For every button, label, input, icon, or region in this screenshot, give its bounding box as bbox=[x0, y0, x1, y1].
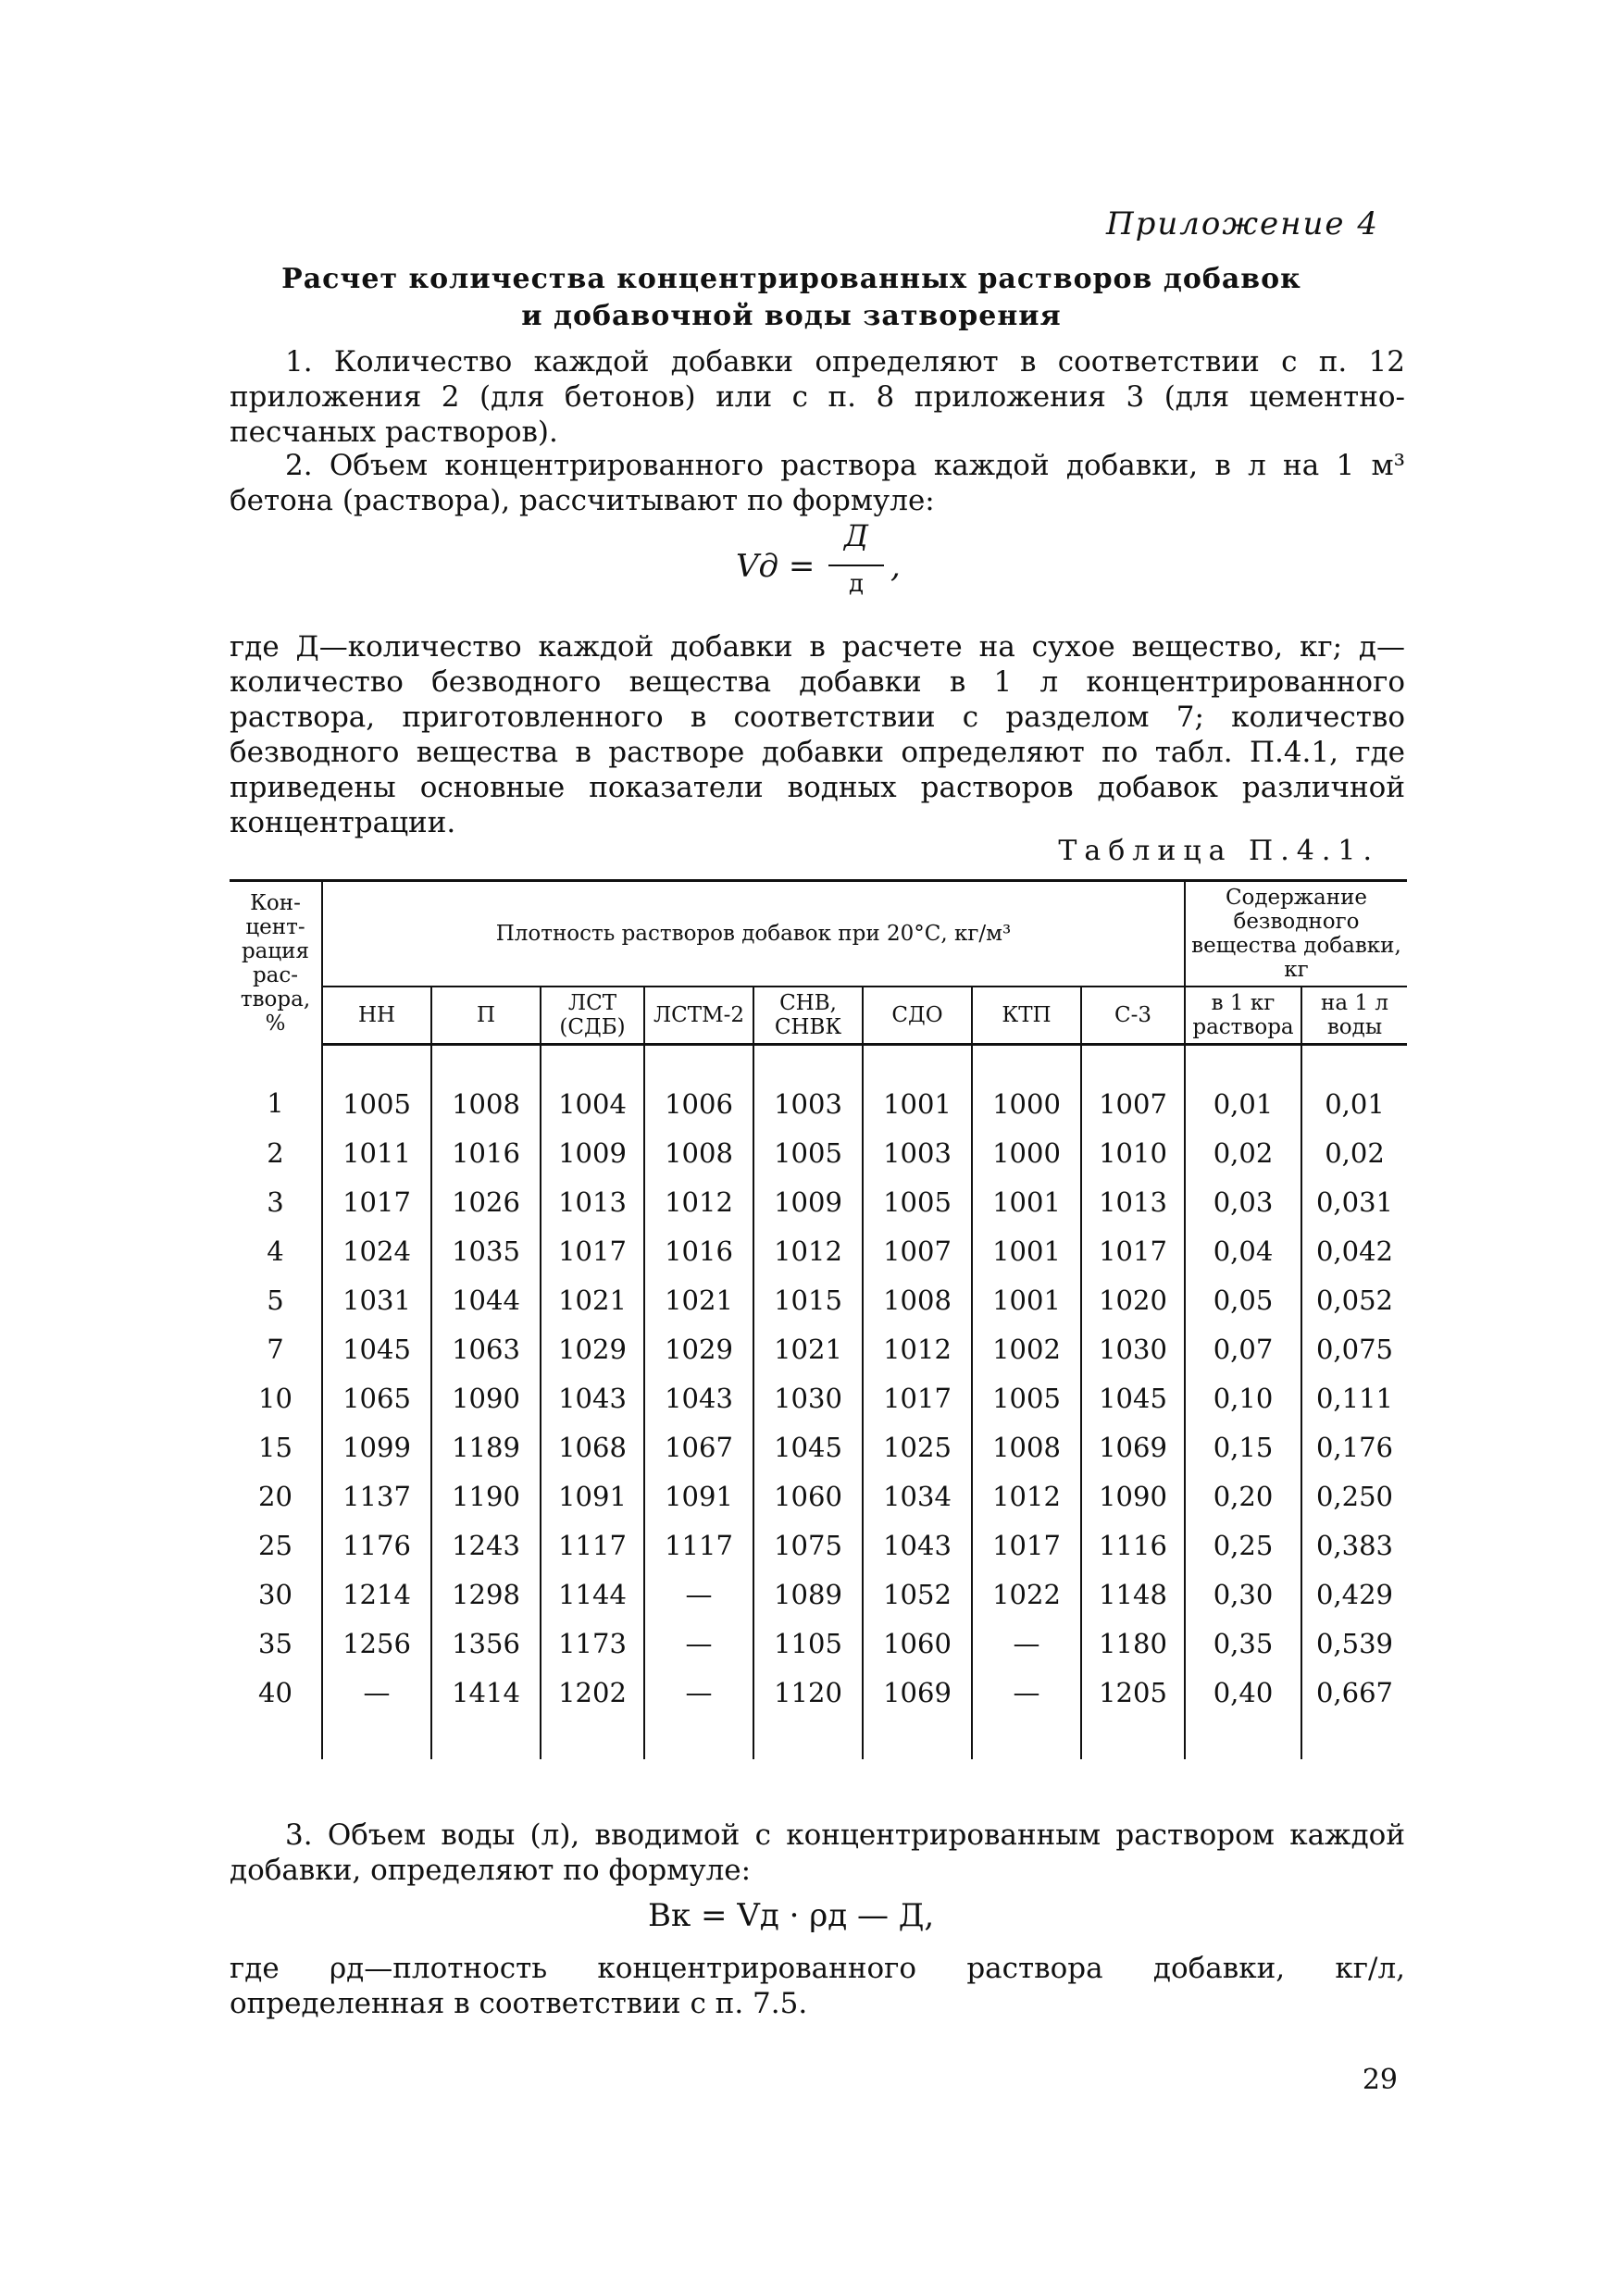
table-cell: 1008 bbox=[431, 1045, 541, 1129]
table-cell: 1005 bbox=[753, 1128, 863, 1177]
table-cell: 0,429 bbox=[1301, 1570, 1407, 1619]
table-cell: 1012 bbox=[972, 1471, 1081, 1520]
table-caption: Таблица П.4.1. bbox=[1058, 835, 1379, 867]
table-cell: 1060 bbox=[863, 1619, 972, 1668]
table-cell: 1243 bbox=[431, 1520, 541, 1570]
table-cell: 1045 bbox=[753, 1422, 863, 1471]
table-cell: 1008 bbox=[972, 1422, 1081, 1471]
table-cell: 1045 bbox=[1081, 1373, 1185, 1422]
table-cell: 0,052 bbox=[1301, 1275, 1407, 1324]
table-cell: 0,04 bbox=[1185, 1226, 1301, 1275]
table-cell: 1030 bbox=[753, 1373, 863, 1422]
page-title bbox=[259, 261, 1324, 335]
table-cell: 1029 bbox=[541, 1324, 644, 1373]
table-cell: 1030 bbox=[1081, 1324, 1185, 1373]
table-cell: 1003 bbox=[863, 1128, 972, 1177]
table-cell: — bbox=[644, 1619, 753, 1668]
table-cell: 1007 bbox=[863, 1226, 972, 1275]
table-cell: 1010 bbox=[1081, 1128, 1185, 1177]
table-cell: 1024 bbox=[322, 1226, 431, 1275]
table-cell: 1069 bbox=[1081, 1422, 1185, 1471]
table-cell: 0,075 bbox=[1301, 1324, 1407, 1373]
table-cell: 1025 bbox=[863, 1422, 972, 1471]
table-cell: 1008 bbox=[863, 1275, 972, 1324]
header-lstm2: ЛСТМ-2 bbox=[644, 987, 753, 1045]
header-per-liter: на 1 л воды bbox=[1301, 987, 1407, 1045]
table-cell: 1060 bbox=[753, 1471, 863, 1520]
table-cell: 1144 bbox=[541, 1570, 644, 1619]
concentration-cell: 35 bbox=[258, 1627, 292, 1659]
table-cell: 1069 bbox=[863, 1668, 972, 1759]
paragraph-2 bbox=[230, 448, 1405, 518]
table-header-row-1 bbox=[230, 881, 1407, 987]
table-cell: 1090 bbox=[431, 1373, 541, 1422]
table-cell: 0,031 bbox=[1301, 1177, 1407, 1226]
table-cell: 1013 bbox=[541, 1177, 644, 1226]
table-cell: 1117 bbox=[541, 1520, 644, 1570]
table-cell: 1017 bbox=[541, 1226, 644, 1275]
table-cell: 1001 bbox=[863, 1045, 972, 1129]
table-cell: 1003 bbox=[753, 1045, 863, 1129]
table-cell: 1009 bbox=[541, 1128, 644, 1177]
table-cell: 1015 bbox=[753, 1275, 863, 1324]
concentration-cell: 15 bbox=[258, 1431, 292, 1463]
table-cell: 1116 bbox=[1081, 1520, 1185, 1570]
table-cell: 0,111 bbox=[1301, 1373, 1407, 1422]
header-ktp: КТП bbox=[972, 987, 1081, 1045]
header-lst: ЛСТ (СДБ) bbox=[541, 987, 644, 1045]
table-cell: 1173 bbox=[541, 1619, 644, 1668]
density-table bbox=[230, 879, 1407, 1759]
paragraph-2-text: 2. Объем концентрированного раствора каждой добавки, в л на 1 м³ бетона (раствора), рассчитывают по формуле: bbox=[230, 449, 1405, 517]
table-cell: 0,20 bbox=[1185, 1471, 1301, 1520]
table-cell: 1001 bbox=[972, 1275, 1081, 1324]
table-cell: 0,539 bbox=[1301, 1619, 1407, 1668]
table-cell: 0,35 bbox=[1185, 1619, 1301, 1668]
table-cell: 1017 bbox=[863, 1373, 972, 1422]
table-cell: 1016 bbox=[644, 1226, 753, 1275]
table-cell: 1005 bbox=[863, 1177, 972, 1226]
table-cell: 1205 bbox=[1081, 1668, 1185, 1759]
appendix-label: Приложение 4 bbox=[1105, 205, 1379, 242]
paragraph-3-text: 3. Объем воды (л), вводимой с концентрированным раствором каждой добавки, определяют по формуле: bbox=[230, 1818, 1405, 1887]
table-row bbox=[230, 1570, 1407, 1619]
table-cell: 1099 bbox=[322, 1422, 431, 1471]
table-cell: 1000 bbox=[972, 1045, 1081, 1129]
table-cell: 0,01 bbox=[1301, 1045, 1407, 1129]
table-cell: 1012 bbox=[863, 1324, 972, 1373]
table-cell: 1063 bbox=[431, 1324, 541, 1373]
table-cell: 1034 bbox=[863, 1471, 972, 1520]
table-cell: 1000 bbox=[972, 1128, 1081, 1177]
table-cell: 1176 bbox=[322, 1520, 431, 1570]
table-cell: 1137 bbox=[322, 1471, 431, 1520]
concentration-cell: 4 bbox=[267, 1235, 284, 1267]
paragraph-3-explanation: где ρд—плотность концентрированного раствора добавки, кг/л, определенная в соответствии с п. 7.5. bbox=[230, 1952, 1405, 2020]
table-row bbox=[230, 1177, 1407, 1226]
table-row bbox=[230, 1324, 1407, 1373]
table-cell: 0,30 bbox=[1185, 1570, 1301, 1619]
table-cell: 1091 bbox=[644, 1471, 753, 1520]
header-snv: СНВ, СНВК bbox=[753, 987, 863, 1045]
table-cell: 1026 bbox=[431, 1177, 541, 1226]
table-cell: 1052 bbox=[863, 1570, 972, 1619]
table-cell: — bbox=[972, 1668, 1081, 1759]
table-cell: 0,02 bbox=[1185, 1128, 1301, 1177]
table-cell: 0,383 bbox=[1301, 1520, 1407, 1570]
table-cell: 1043 bbox=[863, 1520, 972, 1570]
table-row bbox=[230, 1520, 1407, 1570]
table-cell: 1021 bbox=[753, 1324, 863, 1373]
table-cell: 1090 bbox=[1081, 1471, 1185, 1520]
table-cell: 1043 bbox=[541, 1373, 644, 1422]
table-cell: 1017 bbox=[972, 1520, 1081, 1570]
table-cell: 0,250 bbox=[1301, 1471, 1407, 1520]
formula-2: Вк = Vд · ρд — Д, bbox=[648, 1897, 935, 1934]
table-cell: 1117 bbox=[644, 1520, 753, 1570]
table-row bbox=[230, 1373, 1407, 1422]
table-cell: 0,176 bbox=[1301, 1422, 1407, 1471]
concentration-cell: 30 bbox=[258, 1578, 292, 1610]
table-cell: 1298 bbox=[431, 1570, 541, 1619]
concentration-cell: 20 bbox=[258, 1480, 292, 1512]
table-cell: 1148 bbox=[1081, 1570, 1185, 1619]
paragraph-1-text: 1. Количество каждой добавки определяют в соответствии с п. 12 приложения 2 (для бетонов) или с п. 8 приложения 3 (для цементно-песчаных растворов). bbox=[230, 345, 1405, 449]
table-cell: 1065 bbox=[322, 1373, 431, 1422]
formula-1-numerator: Д bbox=[843, 518, 868, 553]
table-cell: 1013 bbox=[1081, 1177, 1185, 1226]
table-row bbox=[230, 1045, 1407, 1129]
header-per-kg: в 1 кг раствора bbox=[1185, 987, 1301, 1045]
fraction-bar bbox=[828, 565, 884, 566]
title-line-1: Расчет количества концентрированных растворов добавок bbox=[281, 263, 1301, 295]
table-cell: 1022 bbox=[972, 1570, 1081, 1619]
table-row bbox=[230, 1422, 1407, 1471]
table-cell: 1043 bbox=[644, 1373, 753, 1422]
table-cell: 1105 bbox=[753, 1619, 863, 1668]
table-cell: — bbox=[644, 1570, 753, 1619]
table-cell: 1008 bbox=[644, 1128, 753, 1177]
table-cell: 1214 bbox=[322, 1570, 431, 1619]
table-cell: 1180 bbox=[1081, 1619, 1185, 1668]
table-cell: 1009 bbox=[753, 1177, 863, 1226]
paragraph-2-explanation: где Д—количество каждой добавки в расчете на сухое вещество, кг; д—количество безводного вещества добавки в 1 л концентрированного раствора, приготовленного в соответствии с разделом 7; количество безводного вещества в растворе добавки определяют по табл. П.4.1, где приведены основные показатели водных растворов добавок различной концентрации. bbox=[230, 630, 1405, 839]
page-number: 29 bbox=[1362, 2064, 1398, 2096]
formula-1-fraction bbox=[828, 518, 930, 620]
table-cell: 1012 bbox=[644, 1177, 753, 1226]
table-cell: 1005 bbox=[972, 1373, 1081, 1422]
table-cell: 1202 bbox=[541, 1668, 644, 1759]
header-s3: С-3 bbox=[1081, 987, 1185, 1045]
table-cell: 1189 bbox=[431, 1422, 541, 1471]
table-cell: 0,02 bbox=[1301, 1128, 1407, 1177]
formula-1-denominator: д bbox=[848, 570, 864, 598]
table-row bbox=[230, 1226, 1407, 1275]
table-cell: 1120 bbox=[753, 1668, 863, 1759]
table-row bbox=[230, 1668, 1407, 1759]
table-cell: 0,01 bbox=[1185, 1045, 1301, 1129]
table-cell: 1016 bbox=[431, 1128, 541, 1177]
concentration-cell: 2 bbox=[267, 1136, 284, 1169]
concentration-cell: 25 bbox=[258, 1529, 292, 1561]
table-cell: 0,40 bbox=[1185, 1668, 1301, 1759]
table-row bbox=[230, 1619, 1407, 1668]
table-cell: 1067 bbox=[644, 1422, 753, 1471]
table-cell: 0,07 bbox=[1185, 1324, 1301, 1373]
table-cell: 1002 bbox=[972, 1324, 1081, 1373]
header-content: Содержание безводного вещества добавки, кг bbox=[1185, 881, 1407, 987]
table-cell: 1031 bbox=[322, 1275, 431, 1324]
header-density: Плотность растворов добавок при 20°С, кг/м³ bbox=[322, 881, 1185, 987]
concentration-cell: 40 bbox=[258, 1676, 292, 1708]
table-cell: 0,667 bbox=[1301, 1668, 1407, 1759]
header-concentration: Кон-цент-рация рас-твора, % bbox=[230, 881, 322, 1045]
table-row bbox=[230, 1275, 1407, 1324]
table-cell: 1017 bbox=[1081, 1226, 1185, 1275]
table-cell: 1035 bbox=[431, 1226, 541, 1275]
table-cell: 1044 bbox=[431, 1275, 541, 1324]
table-body bbox=[230, 1045, 1407, 1760]
table-cell: 0,25 bbox=[1185, 1520, 1301, 1570]
table-cell: 0,042 bbox=[1301, 1226, 1407, 1275]
table-cell: 1005 bbox=[322, 1045, 431, 1129]
header-p: П bbox=[431, 987, 541, 1045]
table-cell: 1007 bbox=[1081, 1045, 1185, 1129]
table-cell: 1089 bbox=[753, 1570, 863, 1619]
table-cell: 0,10 bbox=[1185, 1373, 1301, 1422]
title-line-2: и добавочной воды затворения bbox=[521, 300, 1062, 332]
paragraph-1 bbox=[230, 344, 1405, 450]
formula-1-lhs: Vд = bbox=[736, 548, 815, 585]
table-cell: 1021 bbox=[541, 1275, 644, 1324]
table-cell: — bbox=[644, 1668, 753, 1759]
table-cell: 0,03 bbox=[1185, 1177, 1301, 1226]
table-cell: 1356 bbox=[431, 1619, 541, 1668]
concentration-cell: 5 bbox=[267, 1284, 284, 1316]
table-cell: 0,15 bbox=[1185, 1422, 1301, 1471]
formula-1-tail: , bbox=[890, 548, 901, 585]
table-cell: 1256 bbox=[322, 1619, 431, 1668]
header-sdo: СДО bbox=[863, 987, 972, 1045]
table-cell: 1001 bbox=[972, 1226, 1081, 1275]
concentration-cell: 7 bbox=[267, 1333, 284, 1365]
table-cell: — bbox=[972, 1619, 1081, 1668]
table-row bbox=[230, 1471, 1407, 1520]
header-nn: НН bbox=[322, 987, 431, 1045]
table-cell: 1414 bbox=[431, 1668, 541, 1759]
table-cell: 1045 bbox=[322, 1324, 431, 1373]
concentration-cell: 10 bbox=[258, 1382, 292, 1414]
table-cell: 1017 bbox=[322, 1177, 431, 1226]
table-header-row-2 bbox=[230, 987, 1407, 1045]
table-cell: 1029 bbox=[644, 1324, 753, 1373]
table-cell: 1075 bbox=[753, 1520, 863, 1570]
table-cell: 1020 bbox=[1081, 1275, 1185, 1324]
paragraph-3 bbox=[230, 1818, 1405, 1888]
table-cell: 1006 bbox=[644, 1045, 753, 1129]
concentration-cell: 3 bbox=[267, 1185, 284, 1218]
table-cell: 1190 bbox=[431, 1471, 541, 1520]
table-row bbox=[230, 1128, 1407, 1177]
table-cell: 1012 bbox=[753, 1226, 863, 1275]
concentration-cell: 1 bbox=[267, 1086, 284, 1119]
table-cell: 1091 bbox=[541, 1471, 644, 1520]
table-cell: 1021 bbox=[644, 1275, 753, 1324]
table-cell: — bbox=[322, 1668, 431, 1759]
table-cell: 1001 bbox=[972, 1177, 1081, 1226]
table-cell: 0,05 bbox=[1185, 1275, 1301, 1324]
table-cell: 1004 bbox=[541, 1045, 644, 1129]
table-cell: 1011 bbox=[322, 1128, 431, 1177]
table-cell: 1068 bbox=[541, 1422, 644, 1471]
